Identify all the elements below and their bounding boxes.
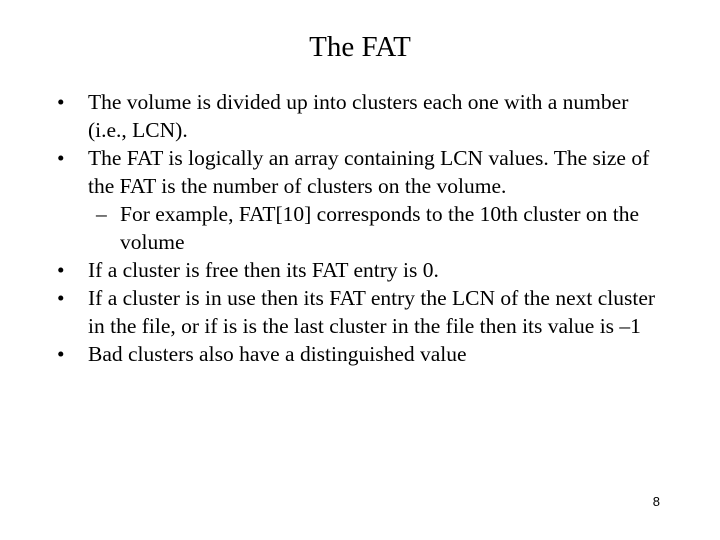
bullet-text: The FAT is logically an array containing LCN values. The size of the FAT is the number of clusters on the volume. xyxy=(88,146,650,198)
bullet-item xyxy=(0,144,668,200)
bullet-marker: • xyxy=(57,342,65,366)
page-number: 8 xyxy=(652,494,660,509)
bullet-text: If a cluster is free then its FAT entry is 0. xyxy=(88,258,439,282)
bullet-marker: • xyxy=(57,286,65,310)
bullet-marker: • xyxy=(57,258,65,282)
bullet-text: If a cluster is in use then its FAT entry the LCN of the next cluster in the file, or if is is the last cluster in the file then its value is –1 xyxy=(88,286,656,338)
bullet-item xyxy=(0,340,668,368)
sub-bullet-marker: – xyxy=(96,202,107,226)
bullet-list xyxy=(0,88,720,368)
bullet-text: Bad clusters also have a distinguished value xyxy=(88,342,467,366)
bullet-item xyxy=(0,284,668,340)
bullet-marker: • xyxy=(57,146,65,170)
bullet-item xyxy=(0,88,668,144)
slide-title: The FAT xyxy=(309,31,411,63)
bullet-text: The volume is divided up into clusters each one with a number (i.e., LCN). xyxy=(88,90,629,142)
sub-bullet-text: For example, FAT[10] corresponds to the 10th cluster on the volume xyxy=(120,202,640,254)
sub-bullet-item xyxy=(0,200,680,256)
bullet-item xyxy=(0,256,668,284)
bullet-marker: • xyxy=(57,90,65,114)
